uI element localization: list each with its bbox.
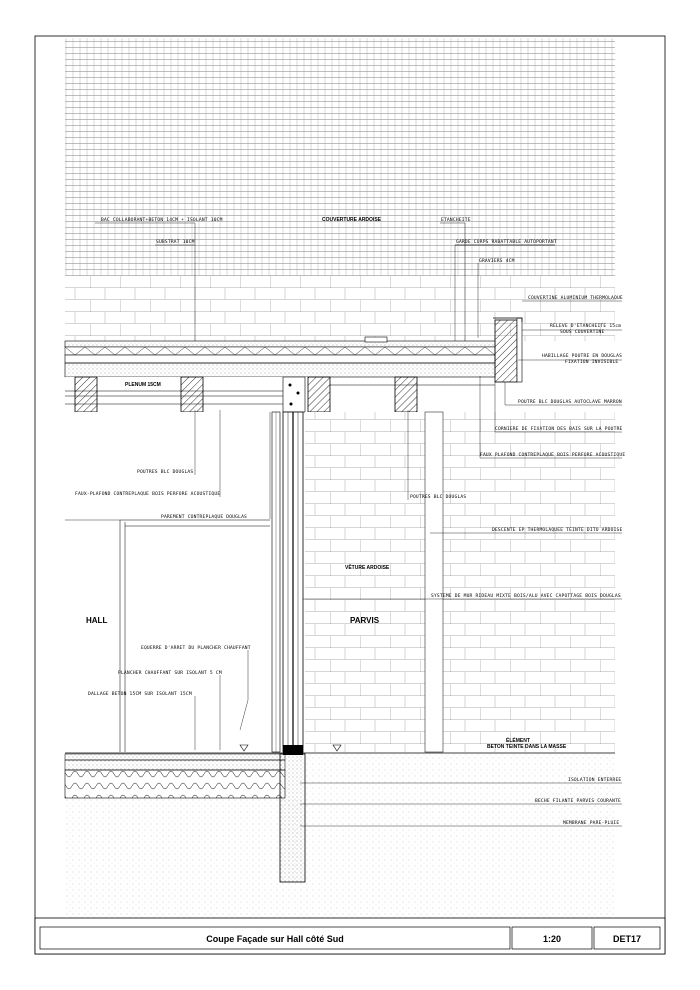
facade-masonry <box>305 412 615 752</box>
hall-interior <box>65 412 283 752</box>
label-poutres-blc-2: POUTRES BLC DOUGLAS <box>410 495 467 500</box>
label-element-1: ÉLÉMENT <box>506 738 530 744</box>
label-parvis: PARVIS <box>350 616 380 625</box>
label-graviers: GRAVIERS 4CM <box>479 259 515 264</box>
label-etancheite: ETANCHEITE <box>441 218 471 223</box>
label-releve-2: SOUS COUVERTINE <box>560 330 605 335</box>
label-couvertine: COUVERTINE ALUMINIUM THERMOLAQUE <box>528 296 623 301</box>
label-poutre-marron: POUTRE BLC DOUGLAS AUTOCLAVE MARRON <box>518 400 622 405</box>
ground-section <box>65 753 615 920</box>
label-plancher: PLANCHER CHAUFFANT SUR ISOLANT 5 CM <box>118 671 222 676</box>
title-block <box>35 918 665 954</box>
label-hall: HALL <box>86 616 108 625</box>
label-poutres-blc-1: POUTRES BLC DOUGLAS <box>137 470 194 475</box>
label-descente: DESCENTE EP THERMOLAQUEE TEINTE DITO ARDOISE <box>492 528 623 533</box>
label-bac: BAC COLLABORANT+BETON 14CM + ISOLANT 10CM <box>101 218 223 223</box>
curtain-wall <box>283 412 303 755</box>
label-habillage-1: HABILLAGE POUTRE EN DOUGLAS <box>542 354 623 359</box>
label-faux-plafond-ext: FAUX PLAFOND CONTREPLAQUE BOIS PERFORE ACOUSTIQUE <box>480 453 626 458</box>
label-beche: BECHE FILANTE PARVIS COURANTE <box>535 799 622 804</box>
label-element-2: BETON TEINTE DANS LA MASSE <box>487 744 567 750</box>
label-equerre: EQUERRE D'ARRET DU PLANCHER CHAUFFANT <box>141 646 251 651</box>
label-plenum: PLENUM 15CM <box>125 382 161 388</box>
drawing-title: Coupe Façade sur Hall côté Sud <box>206 934 344 944</box>
label-habillage-2: FIXATION INVISIBLE <box>565 360 619 365</box>
label-isolation: ISOLATION ENTERREE <box>568 778 622 783</box>
label-substrat: SUBSTRAT 10CM <box>156 240 195 245</box>
parvis-element <box>425 412 443 752</box>
label-mur-rideau: SYSTEME DE MUR RIDEAU MIXTE BOIS/ALU AVEC CAPOTTAGE BOIS DOUGLAS <box>431 594 621 599</box>
label-corniere: CORNIERE DE FIXATION DES BAIS SUR LA POUTRE <box>495 427 623 432</box>
label-membrane: MEMBRANE PARE-PLUIE <box>563 821 620 826</box>
label-releve-1: RELEVE D'ETANCHEITE 15cm <box>550 324 622 329</box>
drawing-ref: DET17 <box>612 934 642 944</box>
label-garde-corps: GARDE CORPS RABATTABLE AUTOPORTANT <box>456 240 557 245</box>
label-faux-plafond-int: FAUX-PLAFOND CONTREPLAQUE BOIS PERFORE ACOUSTIQUE <box>75 492 221 497</box>
label-couverture: COUVERTURE ARDOISE <box>322 217 381 223</box>
label-parement: PAREMENT CONTREPLAQUE DOUGLAS <box>161 515 248 520</box>
drawing-scale: 1:20 <box>542 934 562 944</box>
upper-masonry-field <box>65 276 615 341</box>
label-veture: VÊTURE ARDOISE <box>345 565 390 571</box>
label-dallage: DALLAGE BETON 15CM SUR ISOLANT 15CM <box>88 692 192 697</box>
